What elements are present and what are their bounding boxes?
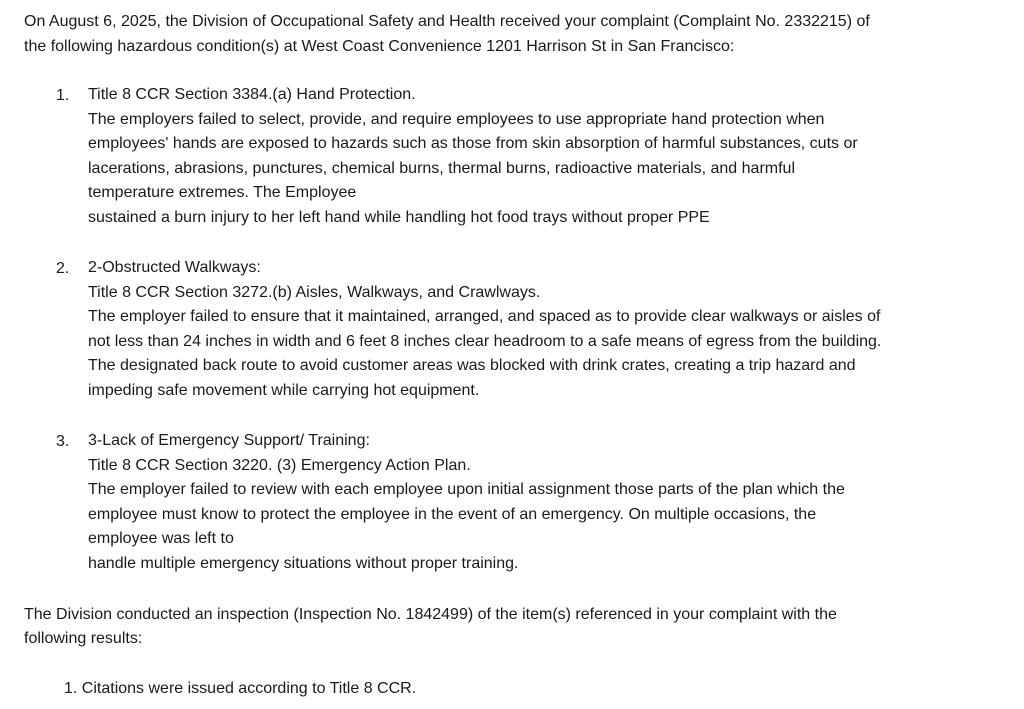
item-text-line: temperature extremes. The Employee xyxy=(88,184,357,201)
item-text-line: Title 8 CCR Section 3272.(b) Aisles, Walkways, and Crawlways. xyxy=(88,283,541,301)
item-title: 2-Obstructed Walkways: xyxy=(88,259,261,276)
item-title: 3-Lack of Emergency Support/ Training: xyxy=(88,432,370,449)
item-text-line: employee was left to xyxy=(88,530,234,547)
item-text-line: Title 8 CCR Section 3220. (3) Emergency Action Plan. xyxy=(88,456,471,474)
item-number: 1. xyxy=(56,87,70,104)
item-text-line: employee must know to protect the employee in the event of an emergency. On multiple occasions, the xyxy=(88,505,817,523)
item-text-line: The employer failed to ensure that it maintained, arranged, and spaced as to provide clear walkways or aisles of xyxy=(88,308,881,325)
item-text-line: handle multiple emergency situations without proper training. xyxy=(88,554,519,572)
item-text-line: not less than 24 inches in width and 6 feet 8 inches clear headroom to a safe means of egress from the building. xyxy=(88,332,882,350)
item-body xyxy=(88,83,983,230)
intro-paragraph xyxy=(24,10,984,59)
item-text-line: The employers failed to select, provide, and require employees to use appropriate hand protection when xyxy=(88,110,825,128)
item-text-line: The designated back route to avoid customer areas was blocked with drink crates, creating a trip hazard and xyxy=(88,357,856,374)
item-text-line: lacerations, abrasions, punctures, chemical burns, thermal burns, radioactive materials, and harmful xyxy=(88,159,795,177)
item-title: Title 8 CCR Section 3384.(a) Hand Protection. xyxy=(88,86,416,103)
intro-line: On August 6, 2025, the Division of Occupational Safety and Health received your complaint (Complaint No. 2332215) of xyxy=(24,13,870,30)
item-number: 3. xyxy=(56,433,70,450)
item-body xyxy=(88,429,983,576)
results-paragraph xyxy=(24,603,989,651)
item-text-line: The employer failed to review with each employee upon initial assignment those parts of the plan which the xyxy=(88,481,845,498)
item-body xyxy=(88,256,983,403)
result-item: 1. Citations were issued according to Title 8 CCR. xyxy=(64,680,417,697)
results-line: following results: xyxy=(24,630,143,647)
item-number: 2. xyxy=(56,260,70,277)
item-text-line: impeding safe movement while carrying hot equipment. xyxy=(88,381,480,399)
results-line: The Division conducted an inspection (Inspection No. 1842499) of the item(s) referenced in your complaint with the xyxy=(24,606,837,623)
intro-line: the following hazardous condition(s) at West Coast Convenience 1201 Harrison St in San Francisco: xyxy=(24,37,735,55)
item-text-line: sustained a burn injury to her left hand while handling hot food trays without proper PPE xyxy=(88,208,710,226)
item-text-line: employees' hands are exposed to hazards such as those from skin absorption of harmful substances, cuts or xyxy=(88,135,858,152)
